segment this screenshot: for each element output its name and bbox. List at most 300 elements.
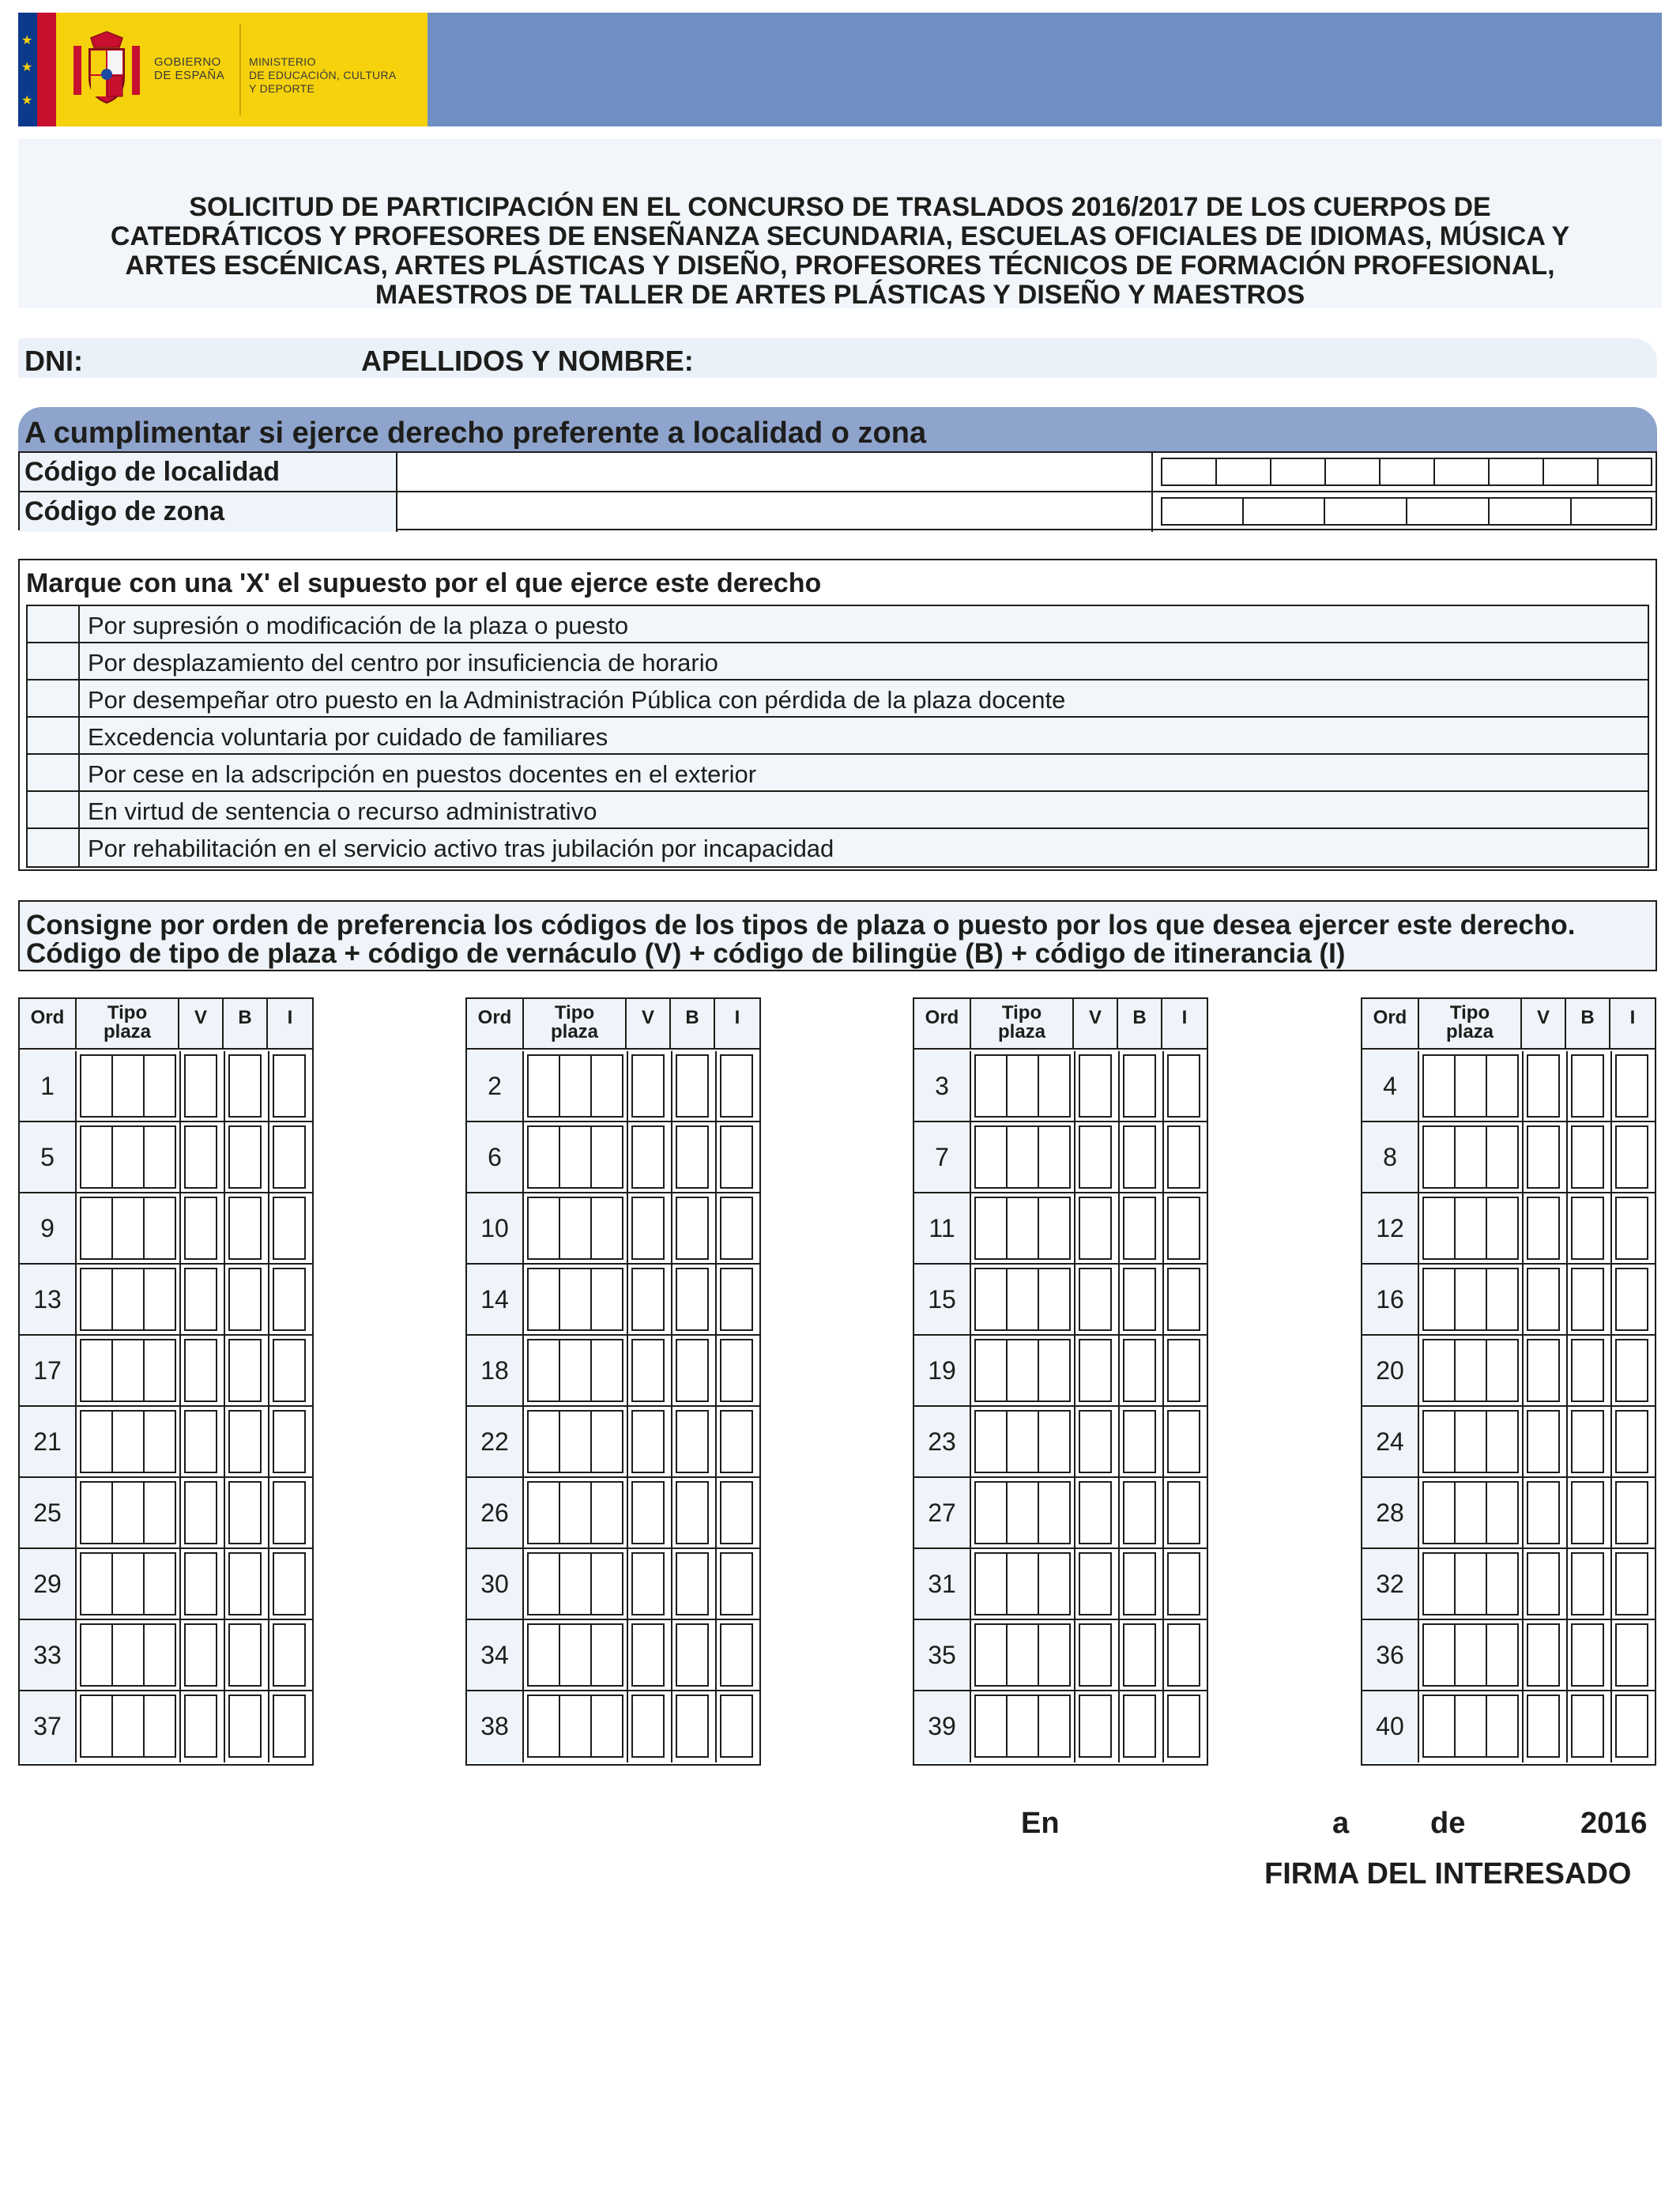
tipo-plaza-digit[interactable] <box>1424 1554 1456 1614</box>
i-code-input[interactable] <box>273 1268 306 1331</box>
supuesto-checkbox[interactable] <box>28 755 80 790</box>
i-code-input[interactable] <box>1615 1054 1648 1118</box>
tipo-plaza-digit[interactable] <box>560 1554 592 1614</box>
v-code-input[interactable] <box>184 1623 217 1687</box>
tipo-plaza-digit[interactable] <box>1456 1056 1487 1116</box>
tipo-plaza-digit[interactable] <box>113 1696 145 1756</box>
v-code-input[interactable] <box>1527 1197 1560 1260</box>
v-code-input[interactable] <box>184 1197 217 1260</box>
tipo-plaza-digit[interactable] <box>976 1483 1008 1543</box>
i-code-input[interactable] <box>1167 1552 1200 1615</box>
tipo-plaza-digit[interactable] <box>145 1340 175 1400</box>
i-code-input[interactable] <box>273 1339 306 1402</box>
tipo-plaza-input[interactable] <box>1422 1623 1519 1687</box>
tipo-plaza-digit[interactable] <box>592 1625 622 1685</box>
v-code-input[interactable] <box>1527 1695 1560 1758</box>
supuesto-checkbox[interactable] <box>28 718 80 753</box>
tipo-plaza-digit[interactable] <box>1487 1625 1517 1685</box>
tipo-plaza-digit[interactable] <box>1424 1696 1456 1756</box>
tipo-plaza-input[interactable] <box>527 1054 623 1118</box>
tipo-plaza-digit[interactable] <box>81 1625 113 1685</box>
b-code-input[interactable] <box>228 1339 262 1402</box>
codigo-zona-field[interactable] <box>397 492 1153 532</box>
tipo-plaza-digit[interactable] <box>529 1412 560 1472</box>
tipo-plaza-input[interactable] <box>80 1410 176 1473</box>
tipo-plaza-digit[interactable] <box>1456 1269 1487 1329</box>
code-cell[interactable] <box>1433 458 1488 486</box>
tipo-plaza-digit[interactable] <box>1487 1554 1517 1614</box>
tipo-plaza-digit[interactable] <box>1039 1696 1069 1756</box>
b-code-input[interactable] <box>676 1410 709 1473</box>
v-code-input[interactable] <box>631 1410 665 1473</box>
tipo-plaza-digit[interactable] <box>1487 1340 1517 1400</box>
v-code-input[interactable] <box>1079 1125 1112 1189</box>
i-code-input[interactable] <box>720 1623 753 1687</box>
tipo-plaza-digit[interactable] <box>529 1127 560 1187</box>
b-code-input[interactable] <box>228 1197 262 1260</box>
code-cell[interactable] <box>1161 458 1215 486</box>
tipo-plaza-input[interactable] <box>1422 1481 1519 1544</box>
tipo-plaza-input[interactable] <box>80 1268 176 1331</box>
b-code-input[interactable] <box>676 1339 709 1402</box>
tipo-plaza-digit[interactable] <box>145 1127 175 1187</box>
i-code-input[interactable] <box>273 1410 306 1473</box>
tipo-plaza-input[interactable] <box>80 1623 176 1687</box>
v-code-input[interactable] <box>1079 1339 1112 1402</box>
tipo-plaza-input[interactable] <box>80 1481 176 1544</box>
tipo-plaza-digit[interactable] <box>592 1696 622 1756</box>
i-code-input[interactable] <box>1615 1268 1648 1331</box>
i-code-input[interactable] <box>720 1268 753 1331</box>
i-code-input[interactable] <box>1167 1054 1200 1118</box>
code-cell[interactable] <box>1324 458 1379 486</box>
tipo-plaza-digit[interactable] <box>81 1056 113 1116</box>
i-code-input[interactable] <box>720 1339 753 1402</box>
tipo-plaza-digit[interactable] <box>81 1340 113 1400</box>
tipo-plaza-digit[interactable] <box>1008 1198 1039 1258</box>
tipo-plaza-digit[interactable] <box>1487 1483 1517 1543</box>
supuesto-checkbox[interactable] <box>28 606 80 642</box>
v-code-input[interactable] <box>184 1410 217 1473</box>
v-code-input[interactable] <box>184 1481 217 1544</box>
tipo-plaza-input[interactable] <box>974 1125 1071 1189</box>
b-code-input[interactable] <box>1123 1268 1156 1331</box>
i-code-input[interactable] <box>273 1623 306 1687</box>
tipo-plaza-digit[interactable] <box>976 1127 1008 1187</box>
tipo-plaza-input[interactable] <box>527 1410 623 1473</box>
v-code-input[interactable] <box>631 1197 665 1260</box>
tipo-plaza-digit[interactable] <box>592 1198 622 1258</box>
b-code-input[interactable] <box>1571 1268 1604 1331</box>
codigo-zona-boxes[interactable] <box>1161 497 1652 526</box>
tipo-plaza-digit[interactable] <box>113 1056 145 1116</box>
tipo-plaza-digit[interactable] <box>560 1198 592 1258</box>
tipo-plaza-input[interactable] <box>1422 1125 1519 1189</box>
tipo-plaza-input[interactable] <box>527 1125 623 1189</box>
tipo-plaza-digit[interactable] <box>1456 1483 1487 1543</box>
i-code-input[interactable] <box>1615 1623 1648 1687</box>
tipo-plaza-digit[interactable] <box>976 1412 1008 1472</box>
tipo-plaza-input[interactable] <box>80 1339 176 1402</box>
tipo-plaza-digit[interactable] <box>976 1056 1008 1116</box>
tipo-plaza-digit[interactable] <box>529 1340 560 1400</box>
v-code-input[interactable] <box>631 1623 665 1687</box>
tipo-plaza-digit[interactable] <box>560 1696 592 1756</box>
tipo-plaza-input[interactable] <box>527 1552 623 1615</box>
tipo-plaza-digit[interactable] <box>81 1696 113 1756</box>
i-code-input[interactable] <box>720 1481 753 1544</box>
b-code-input[interactable] <box>1571 1125 1604 1189</box>
i-code-input[interactable] <box>1167 1481 1200 1544</box>
i-code-input[interactable] <box>720 1125 753 1189</box>
i-code-input[interactable] <box>1615 1695 1648 1758</box>
b-code-input[interactable] <box>1571 1410 1604 1473</box>
tipo-plaza-digit[interactable] <box>1008 1412 1039 1472</box>
tipo-plaza-digit[interactable] <box>560 1269 592 1329</box>
tipo-plaza-input[interactable] <box>527 1481 623 1544</box>
v-code-input[interactable] <box>1527 1054 1560 1118</box>
tipo-plaza-digit[interactable] <box>81 1127 113 1187</box>
tipo-plaza-digit[interactable] <box>81 1412 113 1472</box>
i-code-input[interactable] <box>1615 1410 1648 1473</box>
i-code-input[interactable] <box>273 1197 306 1260</box>
b-code-input[interactable] <box>228 1054 262 1118</box>
b-code-input[interactable] <box>1571 1339 1604 1402</box>
tipo-plaza-digit[interactable] <box>1424 1483 1456 1543</box>
v-code-input[interactable] <box>1079 1481 1112 1544</box>
tipo-plaza-input[interactable] <box>527 1623 623 1687</box>
tipo-plaza-input[interactable] <box>80 1125 176 1189</box>
i-code-input[interactable] <box>1167 1339 1200 1402</box>
tipo-plaza-digit[interactable] <box>976 1269 1008 1329</box>
tipo-plaza-input[interactable] <box>527 1695 623 1758</box>
v-code-input[interactable] <box>1079 1197 1112 1260</box>
tipo-plaza-digit[interactable] <box>560 1625 592 1685</box>
i-code-input[interactable] <box>1615 1339 1648 1402</box>
tipo-plaza-digit[interactable] <box>1487 1198 1517 1258</box>
tipo-plaza-digit[interactable] <box>1039 1198 1069 1258</box>
tipo-plaza-digit[interactable] <box>1456 1696 1487 1756</box>
b-code-input[interactable] <box>228 1268 262 1331</box>
tipo-plaza-digit[interactable] <box>1456 1340 1487 1400</box>
tipo-plaza-input[interactable] <box>1422 1197 1519 1260</box>
tipo-plaza-digit[interactable] <box>592 1412 622 1472</box>
v-code-input[interactable] <box>1527 1339 1560 1402</box>
tipo-plaza-digit[interactable] <box>1487 1696 1517 1756</box>
tipo-plaza-digit[interactable] <box>529 1554 560 1614</box>
i-code-input[interactable] <box>273 1695 306 1758</box>
tipo-plaza-digit[interactable] <box>1008 1127 1039 1187</box>
tipo-plaza-digit[interactable] <box>560 1340 592 1400</box>
tipo-plaza-input[interactable] <box>1422 1552 1519 1615</box>
tipo-plaza-digit[interactable] <box>1008 1269 1039 1329</box>
code-cell[interactable] <box>1488 458 1543 486</box>
supuesto-checkbox[interactable] <box>28 643 80 679</box>
tipo-plaza-digit[interactable] <box>529 1483 560 1543</box>
tipo-plaza-input[interactable] <box>527 1268 623 1331</box>
tipo-plaza-digit[interactable] <box>592 1056 622 1116</box>
code-cell[interactable] <box>1215 458 1270 486</box>
tipo-plaza-digit[interactable] <box>113 1269 145 1329</box>
v-code-input[interactable] <box>184 1268 217 1331</box>
supuesto-checkbox[interactable] <box>28 792 80 827</box>
tipo-plaza-digit[interactable] <box>145 1483 175 1543</box>
tipo-plaza-digit[interactable] <box>976 1696 1008 1756</box>
v-code-input[interactable] <box>1079 1695 1112 1758</box>
code-cell[interactable] <box>1597 458 1652 486</box>
tipo-plaza-digit[interactable] <box>1039 1554 1069 1614</box>
i-code-input[interactable] <box>1167 1695 1200 1758</box>
tipo-plaza-digit[interactable] <box>1008 1554 1039 1614</box>
code-cell[interactable] <box>1270 458 1324 486</box>
v-code-input[interactable] <box>631 1268 665 1331</box>
b-code-input[interactable] <box>676 1054 709 1118</box>
tipo-plaza-input[interactable] <box>1422 1268 1519 1331</box>
tipo-plaza-digit[interactable] <box>1456 1127 1487 1187</box>
b-code-input[interactable] <box>1123 1197 1156 1260</box>
i-code-input[interactable] <box>273 1054 306 1118</box>
v-code-input[interactable] <box>1079 1054 1112 1118</box>
tipo-plaza-digit[interactable] <box>1039 1127 1069 1187</box>
tipo-plaza-digit[interactable] <box>145 1198 175 1258</box>
code-cell[interactable] <box>1161 497 1242 526</box>
tipo-plaza-digit[interactable] <box>1039 1412 1069 1472</box>
b-code-input[interactable] <box>1123 1339 1156 1402</box>
v-code-input[interactable] <box>184 1054 217 1118</box>
v-code-input[interactable] <box>1527 1552 1560 1615</box>
tipo-plaza-digit[interactable] <box>113 1340 145 1400</box>
tipo-plaza-digit[interactable] <box>976 1198 1008 1258</box>
b-code-input[interactable] <box>676 1695 709 1758</box>
v-code-input[interactable] <box>1079 1623 1112 1687</box>
tipo-plaza-digit[interactable] <box>976 1340 1008 1400</box>
b-code-input[interactable] <box>676 1197 709 1260</box>
tipo-plaza-input[interactable] <box>974 1481 1071 1544</box>
tipo-plaza-input[interactable] <box>527 1339 623 1402</box>
b-code-input[interactable] <box>228 1552 262 1615</box>
v-code-input[interactable] <box>184 1339 217 1402</box>
tipo-plaza-digit[interactable] <box>1039 1269 1069 1329</box>
tipo-plaza-digit[interactable] <box>113 1198 145 1258</box>
tipo-plaza-input[interactable] <box>1422 1695 1519 1758</box>
tipo-plaza-digit[interactable] <box>81 1198 113 1258</box>
tipo-plaza-digit[interactable] <box>1487 1269 1517 1329</box>
tipo-plaza-digit[interactable] <box>113 1554 145 1614</box>
i-code-input[interactable] <box>720 1552 753 1615</box>
tipo-plaza-input[interactable] <box>974 1339 1071 1402</box>
tipo-plaza-digit[interactable] <box>1456 1625 1487 1685</box>
tipo-plaza-digit[interactable] <box>592 1554 622 1614</box>
b-code-input[interactable] <box>676 1268 709 1331</box>
v-code-input[interactable] <box>1079 1410 1112 1473</box>
tipo-plaza-input[interactable] <box>974 1552 1071 1615</box>
tipo-plaza-digit[interactable] <box>81 1269 113 1329</box>
tipo-plaza-digit[interactable] <box>113 1412 145 1472</box>
v-code-input[interactable] <box>1527 1125 1560 1189</box>
b-code-input[interactable] <box>1571 1197 1604 1260</box>
tipo-plaza-digit[interactable] <box>1039 1340 1069 1400</box>
b-code-input[interactable] <box>1571 1552 1604 1615</box>
i-code-input[interactable] <box>273 1125 306 1189</box>
tipo-plaza-digit[interactable] <box>145 1412 175 1472</box>
b-code-input[interactable] <box>228 1410 262 1473</box>
v-code-input[interactable] <box>1079 1268 1112 1331</box>
tipo-plaza-input[interactable] <box>974 1695 1071 1758</box>
tipo-plaza-digit[interactable] <box>1456 1412 1487 1472</box>
tipo-plaza-input[interactable] <box>1422 1054 1519 1118</box>
tipo-plaza-digit[interactable] <box>1487 1412 1517 1472</box>
i-code-input[interactable] <box>1167 1410 1200 1473</box>
tipo-plaza-digit[interactable] <box>145 1056 175 1116</box>
b-code-input[interactable] <box>1571 1623 1604 1687</box>
tipo-plaza-digit[interactable] <box>529 1056 560 1116</box>
i-code-input[interactable] <box>720 1695 753 1758</box>
tipo-plaza-digit[interactable] <box>145 1696 175 1756</box>
tipo-plaza-digit[interactable] <box>592 1269 622 1329</box>
tipo-plaza-input[interactable] <box>80 1552 176 1615</box>
tipo-plaza-input[interactable] <box>974 1623 1071 1687</box>
tipo-plaza-digit[interactable] <box>560 1412 592 1472</box>
tipo-plaza-input[interactable] <box>974 1197 1071 1260</box>
tipo-plaza-digit[interactable] <box>1456 1198 1487 1258</box>
tipo-plaza-digit[interactable] <box>529 1696 560 1756</box>
v-code-input[interactable] <box>631 1695 665 1758</box>
b-code-input[interactable] <box>228 1125 262 1189</box>
i-code-input[interactable] <box>273 1481 306 1544</box>
v-code-input[interactable] <box>184 1125 217 1189</box>
tipo-plaza-digit[interactable] <box>1008 1483 1039 1543</box>
tipo-plaza-digit[interactable] <box>145 1269 175 1329</box>
tipo-plaza-digit[interactable] <box>1039 1483 1069 1543</box>
tipo-plaza-input[interactable] <box>527 1197 623 1260</box>
tipo-plaza-digit[interactable] <box>1487 1056 1517 1116</box>
tipo-plaza-digit[interactable] <box>1424 1056 1456 1116</box>
b-code-input[interactable] <box>1571 1695 1604 1758</box>
tipo-plaza-input[interactable] <box>80 1197 176 1260</box>
b-code-input[interactable] <box>1123 1695 1156 1758</box>
tipo-plaza-digit[interactable] <box>1424 1412 1456 1472</box>
tipo-plaza-input[interactable] <box>1422 1339 1519 1402</box>
tipo-plaza-digit[interactable] <box>145 1625 175 1685</box>
i-code-input[interactable] <box>720 1197 753 1260</box>
b-code-input[interactable] <box>228 1481 262 1544</box>
code-cell[interactable] <box>1488 497 1570 526</box>
i-code-input[interactable] <box>1615 1125 1648 1189</box>
v-code-input[interactable] <box>1079 1552 1112 1615</box>
b-code-input[interactable] <box>1123 1623 1156 1687</box>
v-code-input[interactable] <box>631 1125 665 1189</box>
v-code-input[interactable] <box>184 1552 217 1615</box>
tipo-plaza-digit[interactable] <box>1008 1696 1039 1756</box>
code-cell[interactable] <box>1570 497 1652 526</box>
tipo-plaza-digit[interactable] <box>1424 1198 1456 1258</box>
i-code-input[interactable] <box>1167 1197 1200 1260</box>
tipo-plaza-digit[interactable] <box>1424 1269 1456 1329</box>
tipo-plaza-digit[interactable] <box>560 1127 592 1187</box>
tipo-plaza-digit[interactable] <box>976 1625 1008 1685</box>
v-code-input[interactable] <box>631 1481 665 1544</box>
tipo-plaza-digit[interactable] <box>529 1198 560 1258</box>
b-code-input[interactable] <box>1123 1552 1156 1615</box>
tipo-plaza-digit[interactable] <box>113 1127 145 1187</box>
code-cell[interactable] <box>1406 497 1488 526</box>
tipo-plaza-input[interactable] <box>974 1268 1071 1331</box>
i-code-input[interactable] <box>1167 1623 1200 1687</box>
code-cell[interactable] <box>1379 458 1433 486</box>
codigo-localidad-boxes[interactable] <box>1161 458 1652 486</box>
supuesto-checkbox[interactable] <box>28 680 80 716</box>
v-code-input[interactable] <box>1527 1410 1560 1473</box>
v-code-input[interactable] <box>1527 1481 1560 1544</box>
tipo-plaza-digit[interactable] <box>592 1127 622 1187</box>
tipo-plaza-digit[interactable] <box>1039 1056 1069 1116</box>
supuesto-checkbox[interactable] <box>28 829 80 866</box>
tipo-plaza-digit[interactable] <box>1424 1127 1456 1187</box>
tipo-plaza-digit[interactable] <box>113 1625 145 1685</box>
b-code-input[interactable] <box>1123 1054 1156 1118</box>
v-code-input[interactable] <box>184 1695 217 1758</box>
v-code-input[interactable] <box>631 1054 665 1118</box>
tipo-plaza-digit[interactable] <box>113 1483 145 1543</box>
tipo-plaza-digit[interactable] <box>529 1269 560 1329</box>
i-code-input[interactable] <box>273 1552 306 1615</box>
tipo-plaza-digit[interactable] <box>560 1056 592 1116</box>
b-code-input[interactable] <box>1123 1410 1156 1473</box>
tipo-plaza-input[interactable] <box>1422 1410 1519 1473</box>
tipo-plaza-digit[interactable] <box>592 1483 622 1543</box>
b-code-input[interactable] <box>676 1125 709 1189</box>
code-cell[interactable] <box>1324 497 1406 526</box>
tipo-plaza-digit[interactable] <box>529 1625 560 1685</box>
i-code-input[interactable] <box>1615 1481 1648 1544</box>
v-code-input[interactable] <box>1527 1623 1560 1687</box>
i-code-input[interactable] <box>1167 1268 1200 1331</box>
i-code-input[interactable] <box>1615 1197 1648 1260</box>
b-code-input[interactable] <box>676 1552 709 1615</box>
b-code-input[interactable] <box>1123 1125 1156 1189</box>
i-code-input[interactable] <box>720 1410 753 1473</box>
tipo-plaza-input[interactable] <box>80 1054 176 1118</box>
tipo-plaza-digit[interactable] <box>560 1483 592 1543</box>
tipo-plaza-digit[interactable] <box>1424 1625 1456 1685</box>
tipo-plaza-digit[interactable] <box>1424 1340 1456 1400</box>
tipo-plaza-digit[interactable] <box>1008 1056 1039 1116</box>
tipo-plaza-digit[interactable] <box>81 1483 113 1543</box>
b-code-input[interactable] <box>228 1695 262 1758</box>
tipo-plaza-input[interactable] <box>974 1410 1071 1473</box>
tipo-plaza-input[interactable] <box>80 1695 176 1758</box>
b-code-input[interactable] <box>1123 1481 1156 1544</box>
tipo-plaza-digit[interactable] <box>1008 1625 1039 1685</box>
tipo-plaza-digit[interactable] <box>1487 1127 1517 1187</box>
tipo-plaza-digit[interactable] <box>1456 1554 1487 1614</box>
b-code-input[interactable] <box>1571 1481 1604 1544</box>
i-code-input[interactable] <box>1167 1125 1200 1189</box>
tipo-plaza-digit[interactable] <box>1039 1625 1069 1685</box>
tipo-plaza-digit[interactable] <box>1008 1340 1039 1400</box>
i-code-input[interactable] <box>720 1054 753 1118</box>
v-code-input[interactable] <box>631 1339 665 1402</box>
b-code-input[interactable] <box>1571 1054 1604 1118</box>
b-code-input[interactable] <box>676 1623 709 1687</box>
v-code-input[interactable] <box>1527 1268 1560 1331</box>
tipo-plaza-digit[interactable] <box>592 1340 622 1400</box>
tipo-plaza-digit[interactable] <box>145 1554 175 1614</box>
tipo-plaza-digit[interactable] <box>81 1554 113 1614</box>
codigo-localidad-field[interactable] <box>397 453 1153 491</box>
v-code-input[interactable] <box>631 1552 665 1615</box>
code-cell[interactable] <box>1543 458 1597 486</box>
